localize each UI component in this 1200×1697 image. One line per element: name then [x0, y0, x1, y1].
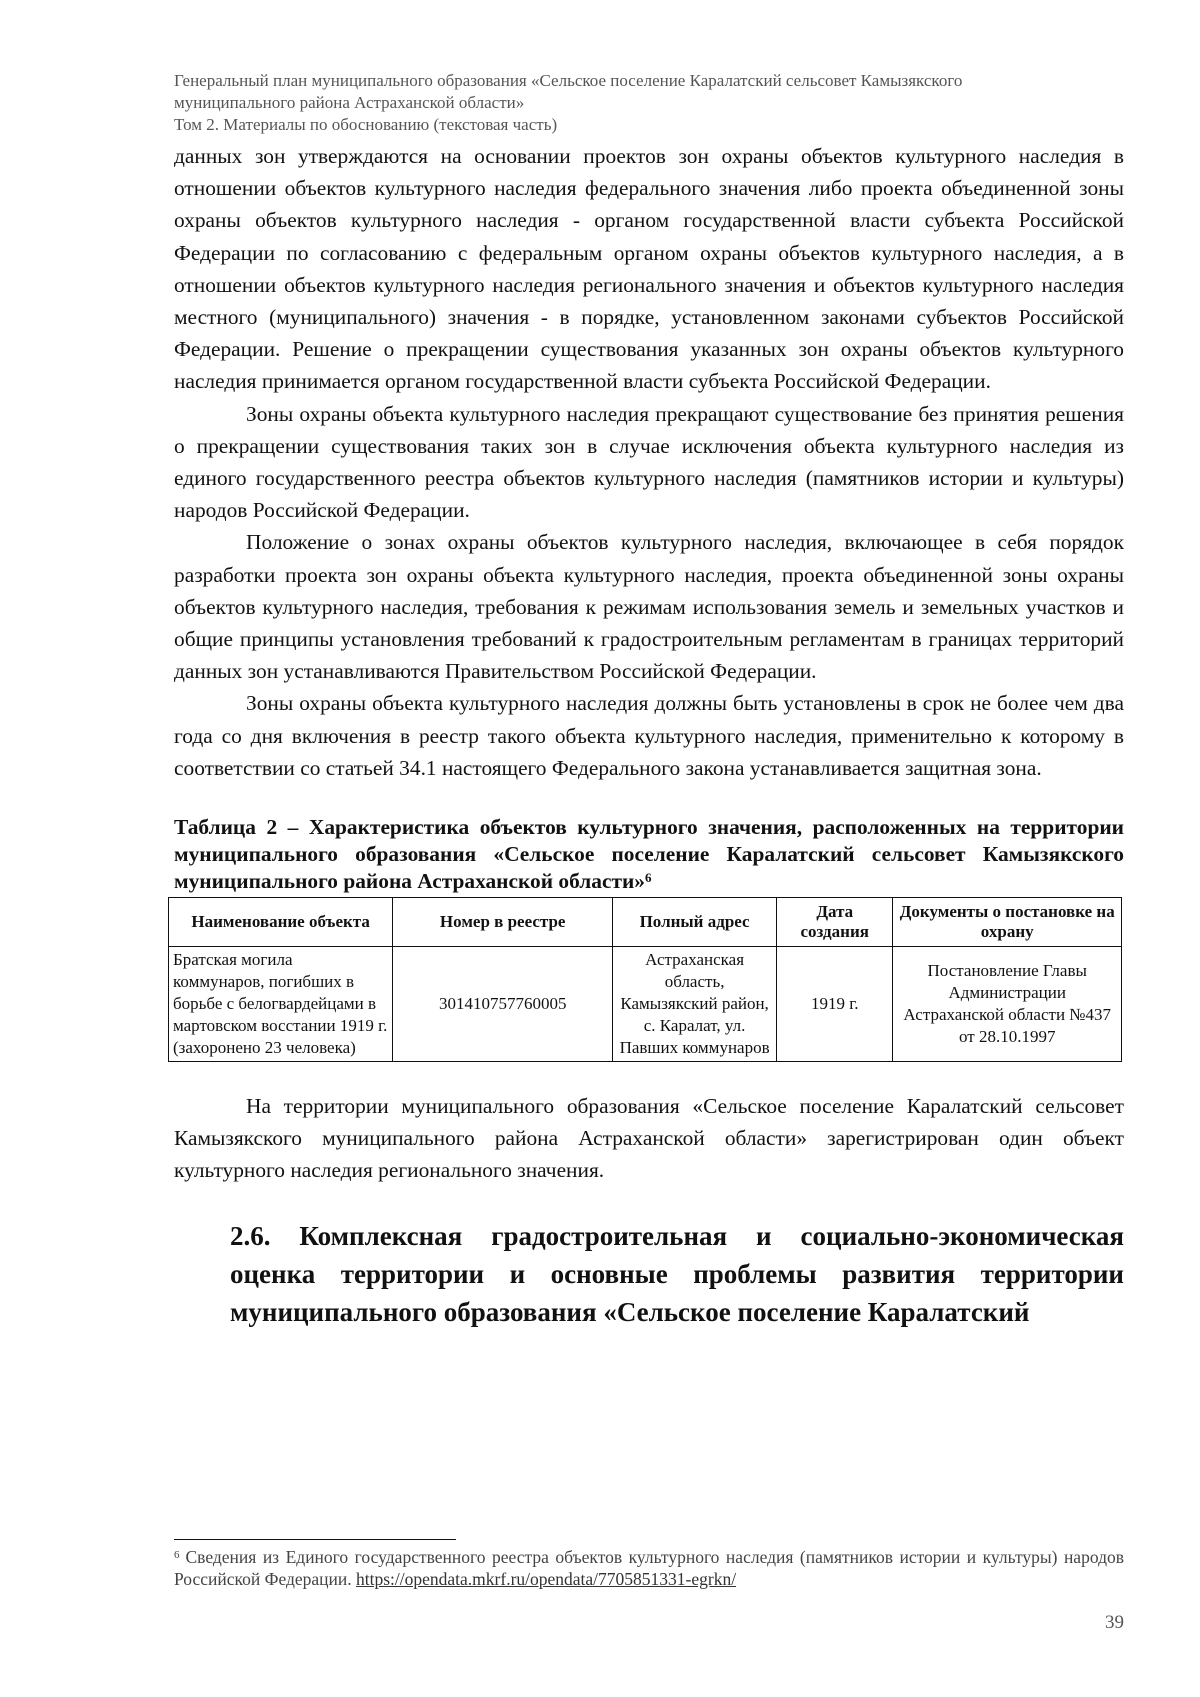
- footnote-link[interactable]: https://opendata.mkrf.ru/opendata/7705851331-egrkn/: [356, 1569, 737, 1589]
- document-body: [174, 140, 1124, 1331]
- header-line-2: муниципального района Астраханской области»: [174, 93, 525, 112]
- paragraph-1: данных зон утверждаются на основании проектов зон охраны объектов культурного наследия в отношении объектов культурного наследия федерального значения либо проекта объединенной зоны охраны объектов культурного наследия - органом государственной власти субъекта Российской Федерации по согласованию с федеральным органом охраны объектов культурного наследия, а в отношении объектов культурного наследия регионального значения и объектов культурного наследия местного (муниципального) значения - в порядке, установленном законами субъектов Российской Федерации. Решение о прекращении существования указанных зон охраны объектов культурного наследия принимается органом государственной власти субъекта Российской Федерации.: [174, 144, 1124, 394]
- paragraph-3: Положение о зонах охраны объектов культурного наследия, включающее в себя порядок разработки проекта зон охраны объекта культурного наследия, проекта объединенной зоны охраны объектов культурного наследия, требования к режимам использования земель и земельных участков и общие принципы установления требований к градостроительным регламентам в границах территорий данных зон устанавливаются Правительством Российской Федерации.: [174, 530, 1124, 684]
- footnote: [174, 1546, 1124, 1590]
- table-caption: [174, 814, 1124, 895]
- heritage-objects-table: [168, 897, 1122, 1062]
- paragraph-4: Зоны охраны объекта культурного наследия должны быть установлены в срок не более чем два года со дня включения в реестр такого объекта культурного наследия, применительно к которому в соответствии со статьей 34.1 настоящего Федерального закона устанавливается защитная зона.: [174, 691, 1124, 780]
- header-protection-documents: Документы о постановке на охрану: [893, 898, 1122, 947]
- cell-protection-documents: Постановление Главы Администрации Астраханской области №437 от 28.10.1997: [893, 947, 1122, 1062]
- cell-creation-date: 1919 г.: [777, 947, 893, 1062]
- page-number: 39: [1105, 1612, 1124, 1633]
- cell-full-address: Астраханская область, Камызякский район, с. Каралат, ул. Павших коммунаров: [613, 947, 777, 1062]
- table-caption-text: Таблица 2 – Характеристика объектов культурного значения, расположенных на территории муниципального образования «Сельское поселение Каралатский сельсовет Камызякского муниципального района Астраханской области»: [174, 815, 1124, 894]
- cell-object-name: Братская могила коммунаров, погибших в борьбе с белогвардейцами в мартовском восстании 1919 г. (захоронено 23 человека): [169, 947, 393, 1062]
- header-registry-number: Номер в реестре: [393, 898, 613, 947]
- header-creation-date: Дата создания: [777, 898, 893, 947]
- header-full-address: Полный адрес: [613, 898, 777, 947]
- section-heading: 2.6. Комплексная градостроительная и социально-экономическая оценка территории и основные проблемы развития территории муниципального образования «Сельское поселение Каралатский: [230, 1220, 1124, 1327]
- header-line-3: Том 2. Материалы по обоснованию (текстовая часть): [174, 115, 558, 134]
- header-object-name: Наименование объекта: [169, 898, 393, 947]
- running-header: [174, 70, 1134, 136]
- paragraph-2: Зоны охраны объекта культурного наследия прекращают существование без принятия решения о прекращении существования таких зон в случае исключения объекта культурного наследия из единого государственного реестра объектов культурного наследия (памятников истории и культуры) народов Российской Федерации.: [174, 401, 1124, 523]
- footnote-text: Сведения из Единого государственного реестра объектов культурного наследия (памятников истории и культуры) народов Российской Федерации.: [174, 1547, 1124, 1589]
- header-line-1: Генеральный план муниципального образования «Сельское поселение Каралатский сельсовет Камызякского: [174, 71, 963, 90]
- table-row: [169, 947, 1122, 1062]
- footnote-number: 6: [174, 1549, 180, 1561]
- table-header-row: [169, 898, 1122, 947]
- footnote-divider: [174, 1539, 456, 1540]
- paragraph-after-table: На территории муниципального образования «Сельское поселение Каралатский сельсовет Камызякского муниципального района Астраханской области» зарегистрирован один объект культурного наследия регионального значения.: [174, 1094, 1124, 1183]
- table-caption-footnote-ref: 6: [645, 870, 652, 886]
- cell-registry-number: 301410757760005: [393, 947, 613, 1062]
